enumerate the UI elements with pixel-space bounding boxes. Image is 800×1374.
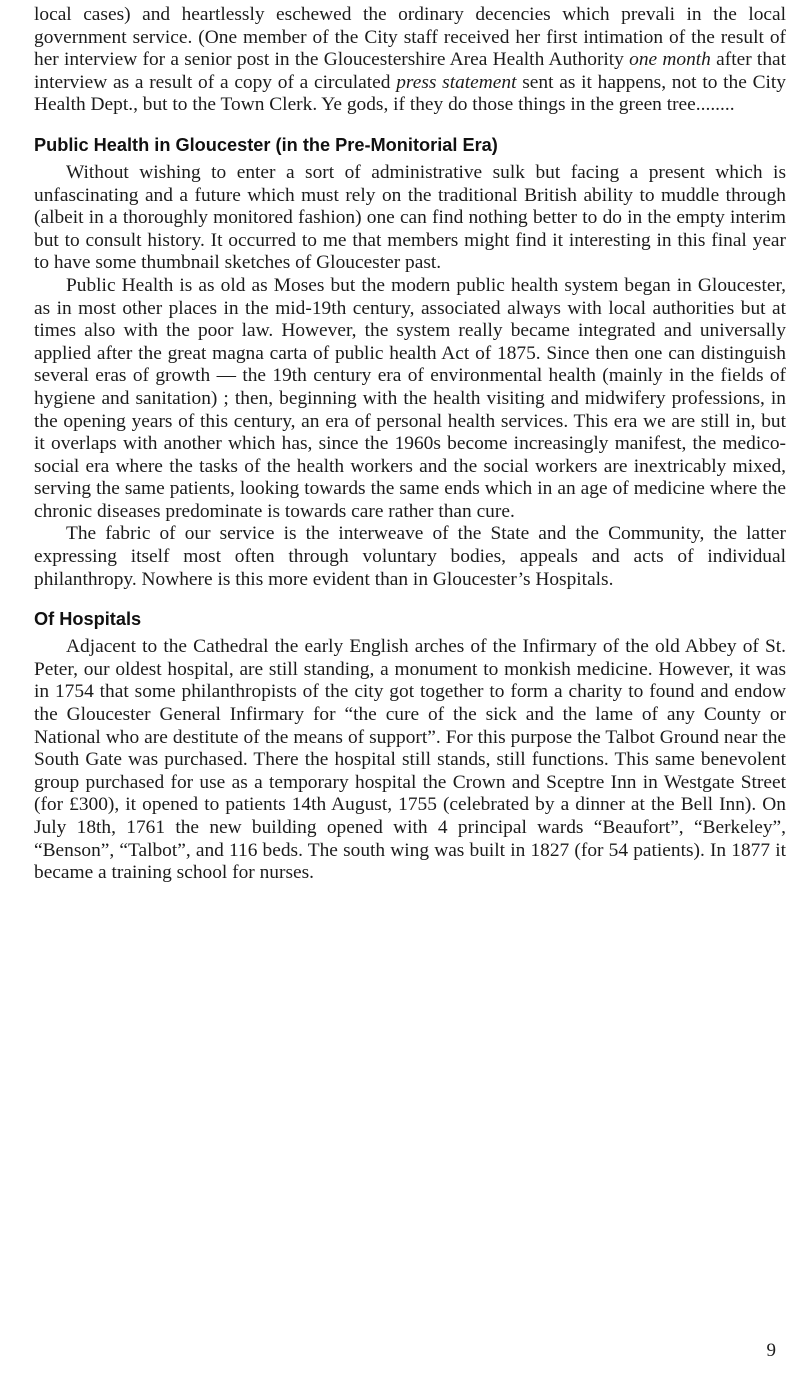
continuation-text-middle: after that interview as a result of a copy of a circulated <box>34 49 787 93</box>
section-heading-public-health: Public Health in Gloucester (in the Pre-Monitorial Era) <box>34 134 498 155</box>
spacer <box>34 117 786 134</box>
emphasis-one-month: one month <box>629 49 711 71</box>
spacer <box>34 591 786 608</box>
paragraph-public-health-history: Public Health is as old as Moses but the modern public health system began in Gloucester, as in most other places in the mid-19th century, associated always with local authorities but at times also with the poor law. However, the system really became integrated and universally applied after the great magna carta of public health Act of 1875. Since then one can distinguish several eras of growth — the 19th century era of environmental health (mainly in the fields of hygiene and sanitation) ; then, beginning with the health visiting and midwifery professions, in the opening years of this century, an era of personal health services. This era we are still in, but it overlaps with another which has, since the 1960s become increasingly manifest, the medico-social era where the tasks of the health workers and the social workers are inextricably mixed, serving the same patients, looking towards the same ends which in an age of medicine where the chronic diseases predominate is towards care rather than cure. <box>34 274 786 522</box>
paragraph-hospitals-history: Adjacent to the Cathedral the early English arches of the Infirmary of the old Abbey of St. Peter, our oldest hospital, are still standing, a monument to monkish medicine. However, it was in 1754 that some philanthropists of the city got together to form a charity to found and endow the Gloucester General Infirmary for “the cure of the sick and the lame of any County or National who are destitute of the means of support”. For this purpose the Talbot Ground near the South Gate was purchased. There the hospital still stands, still functions. This same benevolent group purchased for use as a temporary hospital the Crown and Sceptre Inn in Westgate Street (for £300), it opened to patients 14th August, 1755 (celebrated by a dinner at the Bell Inn). On July 18th, 1761 the new building opened with 4 principal wards “Beaufort”, “Berkeley”, “Benson”, “Talbot”, and 116 beds. The south wing was built in 1827 (for 54 patients). In 1877 it became a training school for nurses. <box>34 636 786 884</box>
continuation-text-end: sent as it happens, not to the City Health Dept., but to the Town Clerk. Ye gods, if they do those things in the green tree........ <box>34 71 786 116</box>
continuation-paragraph <box>34 4 786 117</box>
emphasis-press-statement: press statement <box>396 71 517 93</box>
section-heading-hospitals: Of Hospitals <box>34 609 142 630</box>
continuation-text-start: local cases) and heartlessly eschewed the ordinary decencies which prevali in the local government service. (One member of the City staff received her first intimation of the result of her interview for a senior post in the Gloucestershire Area Health Authority <box>34 4 786 71</box>
document-page <box>34 4 786 885</box>
page-number: 9 <box>766 1340 776 1361</box>
paragraph-without-wishing: Without wishing to enter a sort of administrative sulk but facing a present which is unfascinating and a future which must rely on the traditional British ability to muddle through (albeit in a thoroughly monitored fashion) one can find nothing better to do in the empty interim but to consult history. It occurred to me that members might find it interesting in this final year to have some thumbnail sketches of Gloucester past. <box>34 161 786 274</box>
paragraph-fabric-of-service: The fabric of our service is the interweave of the State and the Community, the latter expressing itself most often through voluntary bodies, appeals and acts of individual philanthropy. Nowhere is this more evident than in Gloucester’s Hospitals. <box>34 523 786 590</box>
